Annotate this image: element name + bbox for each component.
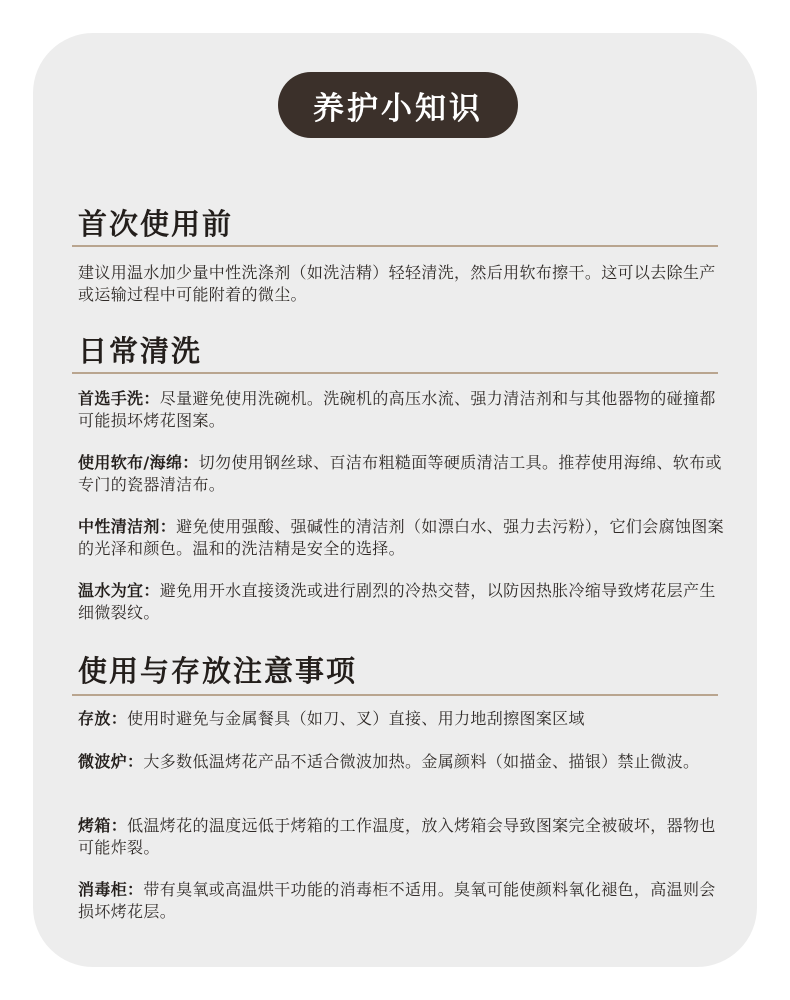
section-title-daily-cleaning: 日常清洗 [78, 334, 203, 368]
tip-soft-cloth [78, 452, 730, 496]
paragraph-text: 建议用温水加少量中性洗涤剂（如洗洁精）轻轻清洗，然后用软布擦干。这可以去除生产或运输过程中可能附着的微尘。 [78, 263, 716, 304]
paragraph-label: 微波炉： [78, 752, 144, 771]
first-use-paragraph [78, 262, 730, 306]
paragraph-text: 避免使用强酸、强碱性的清洁剂（如漂白水、强力去污粉），它们会腐蚀图案的光泽和颜色。温和的洗洁精是安全的选择。 [78, 517, 725, 558]
tip-neutral-detergent [78, 516, 730, 560]
paragraph-label: 存放： [78, 709, 128, 728]
paragraph-label: 使用软布/海绵： [78, 453, 199, 472]
section-divider [72, 372, 718, 374]
paragraph-text: 低温烤花的温度远低于烤箱的工作温度，放入烤箱会导致图案完全被破坏，器物也可能炸裂。 [78, 816, 716, 857]
paragraph-label: 消毒柜： [78, 880, 144, 899]
tip-storage [78, 708, 730, 730]
page-title: 养护小知识 [278, 72, 518, 138]
section-divider [72, 694, 718, 696]
tip-sterilizer [78, 879, 730, 923]
tip-microwave [78, 751, 730, 773]
paragraph-label: 温水为宜： [78, 581, 160, 600]
paragraph-label: 烤箱： [78, 816, 128, 835]
tip-warm-water [78, 580, 730, 624]
paragraph-text: 带有臭氧或高温烘干功能的消毒柜不适用。臭氧可能使颜料氧化褪色，高温则会损坏烤花层。 [78, 880, 716, 921]
tip-hand-wash [78, 388, 730, 432]
paragraph-label: 中性清洁剂： [78, 517, 177, 536]
paragraph-text: 大多数低温烤花产品不适合微波加热。金属颜料（如描金、描银）禁止微波。 [143, 752, 700, 771]
paragraph-text: 切勿使用钢丝球、百洁布粗糙面等硬质清洁工具。推荐使用海绵、软布或专门的瓷器清洁布。 [78, 453, 722, 494]
tip-oven [78, 815, 730, 859]
paragraph-text: 使用时避免与金属餐具（如刀、叉）直接、用力地刮擦图案区域 [127, 709, 585, 728]
paragraph-text: 避免用开水直接烫洗或进行剧烈的冷热交替，以防因热胀冷缩导致烤花层产生细微裂纹。 [78, 581, 716, 622]
section-title-first-use: 首次使用前 [78, 207, 234, 241]
paragraph-label: 首选手洗： [78, 389, 160, 408]
section-title-usage-storage: 使用与存放注意事项 [78, 654, 358, 688]
section-divider [72, 245, 718, 247]
paragraph-text: 尽量避免使用洗碗机。洗碗机的高压水流、强力清洁剂和与其他器物的碰撞都可能损坏烤花图案。 [78, 389, 716, 430]
